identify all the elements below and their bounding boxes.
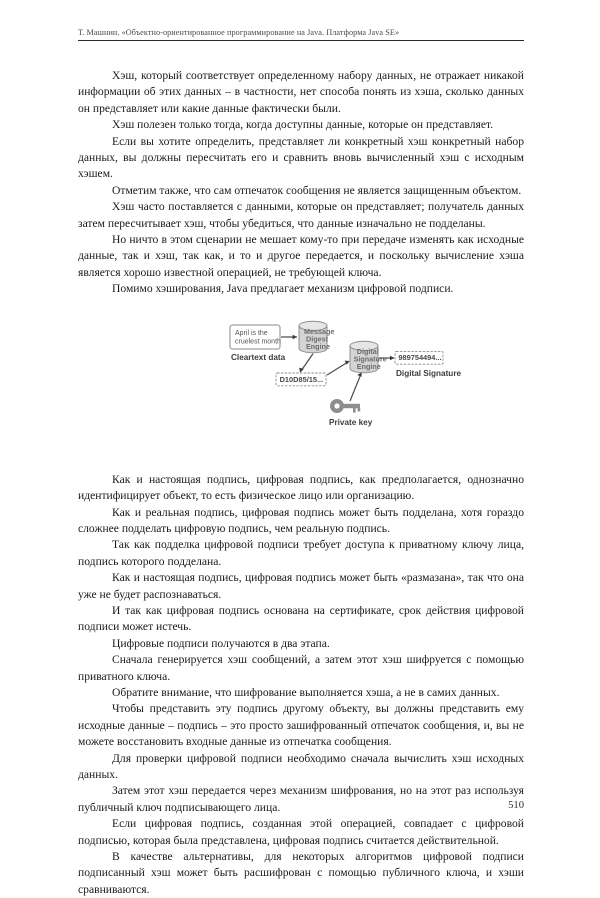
digital-signature-engine-cylinder bbox=[350, 341, 387, 373]
paragraph: Отметим также, что сам отпечаток сообщения не является защищенным объектом. bbox=[112, 183, 522, 197]
paragraph: Как и реальная подпись, цифровая подпись может быть подделана, хотя гораздо сложнее подделать цифровую подпись, чем реальную подпись. bbox=[78, 505, 524, 535]
paragraph: Хэш часто поставляется с данными, которые он представляет; получатель данных затем пересчитывает хэш, чтобы убедиться, что данные изначально не подделаны. bbox=[78, 200, 524, 230]
arrow-digest-to-hash-icon bbox=[299, 353, 313, 372]
signature-value: 989754494... bbox=[398, 352, 442, 362]
paragraph: Чтобы представить эту подпись другому объекту, вы должны представить ему исходные данные – подпись – это просто зашифрованный отпечаток сообщения, и, вы не можете восстановить входные данные из отпечатка сообщения. bbox=[78, 702, 524, 749]
arrow-hash-to-signature-icon bbox=[327, 360, 350, 374]
paragraph: Помимо хэширования, Java предлагает механизм цифровой подписи. bbox=[112, 282, 454, 296]
header-divider bbox=[78, 40, 524, 41]
digest-engine-line-3: Engine bbox=[306, 341, 330, 351]
paragraph: Затем этот хэш передается через механизм шифрования, но на этот раз используя публичный ключ подписывающего лица. bbox=[78, 784, 524, 814]
paragraph: Как и настоящая подпись, цифровая подпись может быть «размазана», так что она уже не будет распознаваться. bbox=[78, 571, 524, 601]
signature-engine-line-1: Digital bbox=[356, 346, 379, 356]
cleartext-box bbox=[230, 325, 281, 349]
arrow-cleartext-to-digest-icon bbox=[281, 334, 297, 338]
paragraph: Для проверки цифровой подписи необходимо сначала вычислить хэш исходных данных. bbox=[78, 751, 524, 781]
hash-value: D10D85/15... bbox=[279, 374, 324, 384]
body-column bbox=[78, 68, 524, 898]
arrow-key-to-signature-icon bbox=[350, 372, 362, 401]
signature-caption: Digital Signature bbox=[396, 368, 462, 378]
paragraph: В качестве альтернативы, для некоторых алгоритмов цифровой подписи подписанный хэш может быть расшифрован с помощью публичного ключа, и хэши сравниваются. bbox=[78, 850, 524, 896]
cleartext-line-2: cruelest month bbox=[235, 338, 281, 346]
paragraph: Так как подделка цифровой подписи требует доступа к приватному ключу лица, подпись которого подделана. bbox=[78, 538, 524, 568]
paragraph: Если вы хотите определить, представляет ли конкретный хэш конкретный набор данных, вы должны пересчитать его и сравнить вновь вычисленный хэш с исходным хэшем. bbox=[78, 134, 524, 181]
digest-engine-line-2: Digest bbox=[306, 334, 328, 344]
paragraph: Хэш полезен только тогда, когда доступны данные, которые он представляет. bbox=[112, 118, 494, 132]
signature-engine-line-3: Engine bbox=[356, 361, 381, 371]
paragraph: Но ничто в этом сценарии не мешает кому-то при передаче изменять как исходные данные, так и хэш, так как, и то и другое передается, и поскольку вычисление хэша является хорошо известной операцией, не требующей ключа. bbox=[78, 233, 524, 279]
paragraph: Хэш, который соответствует определенному набору данных, не отражает никакой информации об этих данных – в частности, нет способа понять из хэша, сколько данных он представляет или какие данные фактически были. bbox=[78, 69, 524, 115]
private-key-icon bbox=[330, 399, 360, 413]
private-key-caption: Private key bbox=[329, 417, 373, 427]
paragraph: Обратите внимание, что шифрование выполняется хэша, а не в самих данных. bbox=[112, 685, 500, 699]
hash-value-box bbox=[276, 373, 326, 386]
page-header bbox=[78, 28, 524, 41]
digital-signature-diagram bbox=[226, 317, 466, 437]
cleartext-line-1: April is the bbox=[235, 329, 268, 337]
page-number: 510 bbox=[508, 800, 524, 811]
cleartext-caption: Cleartext data bbox=[231, 352, 286, 362]
digest-engine-line-1: Message bbox=[304, 326, 335, 336]
figure-digital-signature bbox=[78, 311, 524, 459]
signature-engine-line-2: Signature bbox=[353, 354, 387, 364]
message-digest-engine-cylinder bbox=[299, 321, 334, 353]
signature-value-box bbox=[395, 351, 443, 364]
paragraph: Цифровые подписи получаются в два этапа. bbox=[112, 636, 330, 650]
running-title: Т. Машнин. «Объектно-ориентированное программирование на Java. Платформа Java SE» bbox=[78, 28, 400, 37]
paragraph: Сначала генерируется хэш сообщений, а затем этот хэш шифруется с помощью приватного ключа. bbox=[78, 653, 524, 683]
paragraph: Если цифровая подпись, созданная этой операцией, совпадает с цифровой подписью, которая была представлена, цифровая подпись считается действительной. bbox=[78, 817, 524, 847]
paragraph: Как и настоящая подпись, цифровая подпись, как предполагается, однозначно идентифицирует объект, то есть физическое лицо или организацию. bbox=[78, 472, 524, 503]
paragraph: И так как цифровая подпись основана на сертификате, срок действия цифровой подписи может истечь. bbox=[78, 603, 524, 634]
